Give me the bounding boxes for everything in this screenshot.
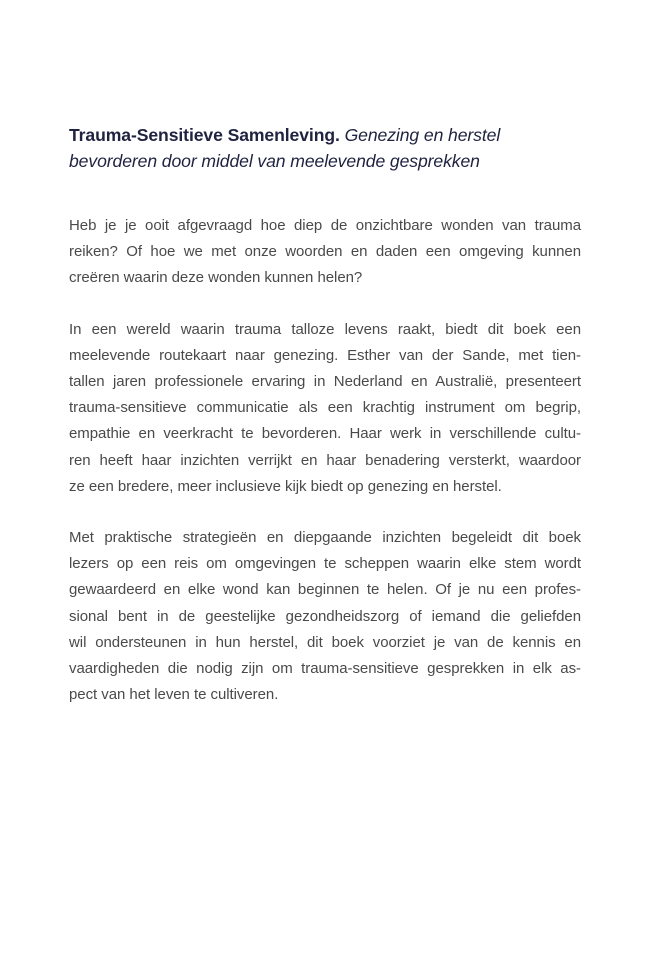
heading-title-bold: Trauma-Sensitieve Samenleving. [69, 125, 340, 145]
paragraph-line: sional bent in de geestelijke gezondheidszorg of iemand die geliefden [69, 607, 581, 625]
paragraph-line: pect van het leven te cultiveren. [69, 686, 279, 704]
paragraph-line: meelevende routekaart naar genezing. Esther van der Sande, met tien- [69, 346, 581, 364]
paragraph-line: creëren waarin deze wonden kunnen helen? [69, 269, 363, 287]
paragraph-line: wil ondersteunen in hun herstel, dit boek voorziet je van de kennis en [69, 633, 581, 651]
paragraph-line: lezers op een reis om omgevingen te scheppen waarin elke stem wordt [69, 555, 581, 573]
paragraph-line: tallen jaren professionele ervaring in Nederland en Australië, presenteert [69, 373, 581, 391]
paragraph-line: Met praktische strategieën en diepgaande inzichten begeleidt dit boek [69, 529, 581, 547]
paragraph-line: Heb je je ooit afgevraagd hoe diep de onzichtbare wonden van trauma [69, 217, 581, 234]
text-block [69, 122, 581, 733]
paragraph-line: trauma-sensitieve communicatie als een krachtig instrument om begrip, [69, 399, 581, 417]
paragraph-line: reiken? Of hoe we met onze woorden en daden een omgeving kunnen [69, 243, 581, 261]
heading [69, 122, 581, 174]
paragraph-line: ze een bredere, meer inclusieve kijk biedt op genezing en herstel. [69, 477, 502, 495]
paragraph-intro [69, 213, 581, 292]
paragraph-line: gewaardeerd en elke wond kan beginnen te helen. Of je nu een profes- [69, 581, 581, 599]
heading-subtitle-line-2: bevorderen door middel van meelevende gesprekken [69, 151, 480, 171]
paragraph-line: vaardigheden die nodig zijn om trauma-sensitieve gesprekken in elk as- [69, 660, 581, 678]
paragraph-line: ren heeft haar inzichten verrijkt en haar benadering versterkt, waardoor [69, 451, 581, 469]
paragraph-line: empathie en veerkracht te bevorderen. Haar werk in verschillende cultu- [69, 425, 581, 443]
heading-subtitle-line-1: Genezing en herstel [344, 125, 501, 145]
paragraph-author [69, 317, 581, 500]
paragraph-strategies [69, 525, 581, 708]
paragraph-line: In een wereld waarin trauma talloze levens raakt, biedt dit boek een [69, 320, 581, 338]
